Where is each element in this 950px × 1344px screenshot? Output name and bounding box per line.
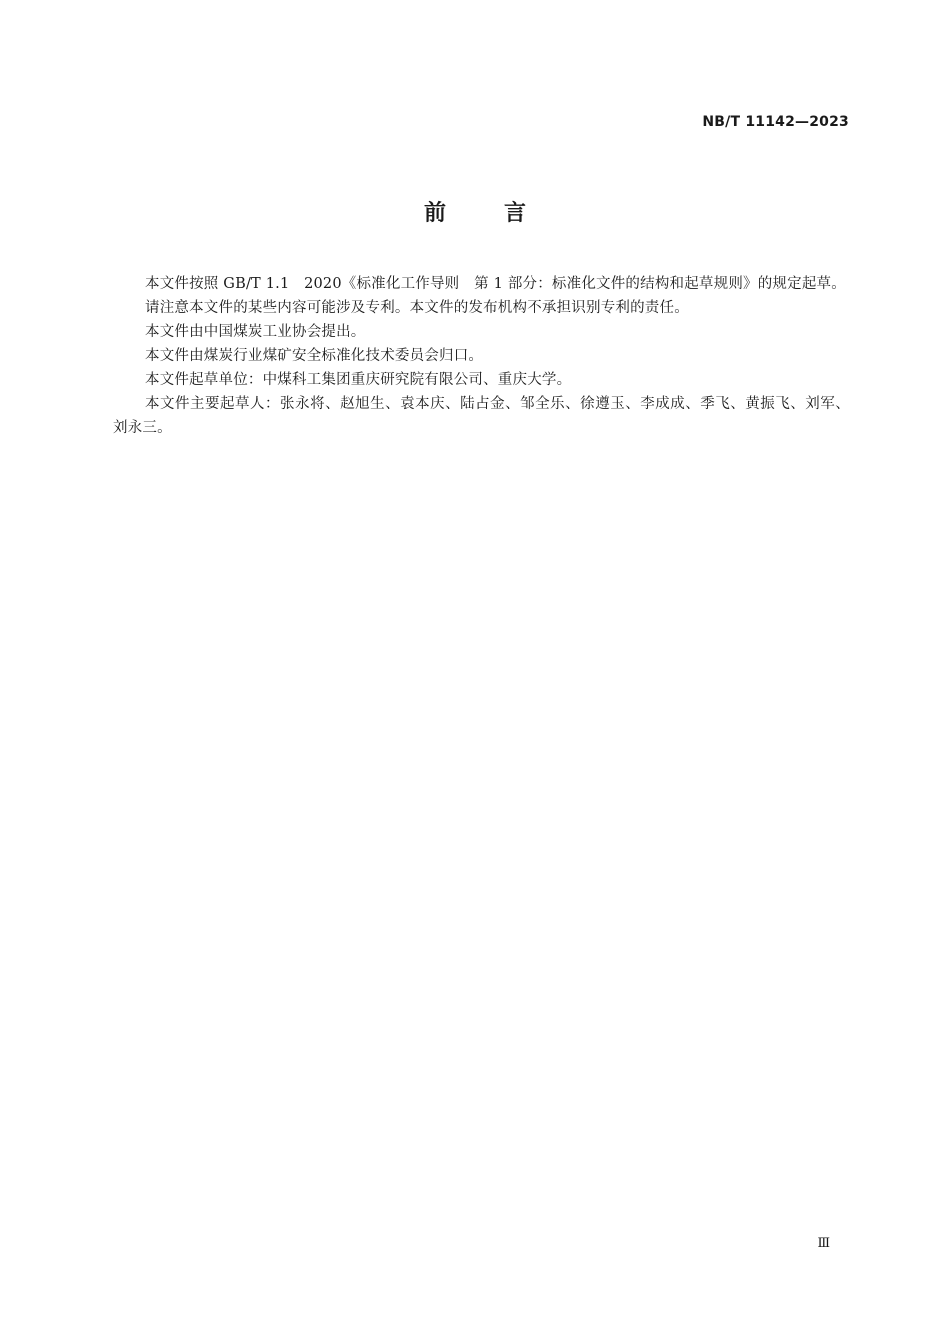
paragraph-drafting-rules: 本文件按照 GB/T 1.1 2020《标准化工作导则 第 1 部分：标准化文件的结构和起草规则》的规定起草。	[145, 276, 846, 292]
paragraph-drafters: 本文件主要起草人：张永将、赵旭生、袁本庆、陆占金、邹全乐、徐遵玉、李成成、季飞、黄振飞、刘军、刘永三。	[113, 396, 850, 436]
paragraph-proposer: 本文件由中国煤炭工业协会提出。	[145, 324, 366, 340]
page-number: Ⅲ	[817, 1236, 830, 1251]
paragraph-patent-notice: 请注意本文件的某些内容可能涉及专利。本文件的发布机构不承担识别专利的责任。	[145, 300, 689, 316]
paragraph-committee: 本文件由煤炭行业煤矿安全标准化技术委员会归口。	[145, 348, 484, 364]
page-title: 前言	[423, 201, 584, 226]
paragraph-drafting-units: 本文件起草单位：中煤科工集团重庆研究院有限公司、重庆大学。	[145, 372, 572, 388]
foreword-body	[113, 272, 850, 440]
document-code: NB/T 11142—2023	[702, 114, 849, 130]
